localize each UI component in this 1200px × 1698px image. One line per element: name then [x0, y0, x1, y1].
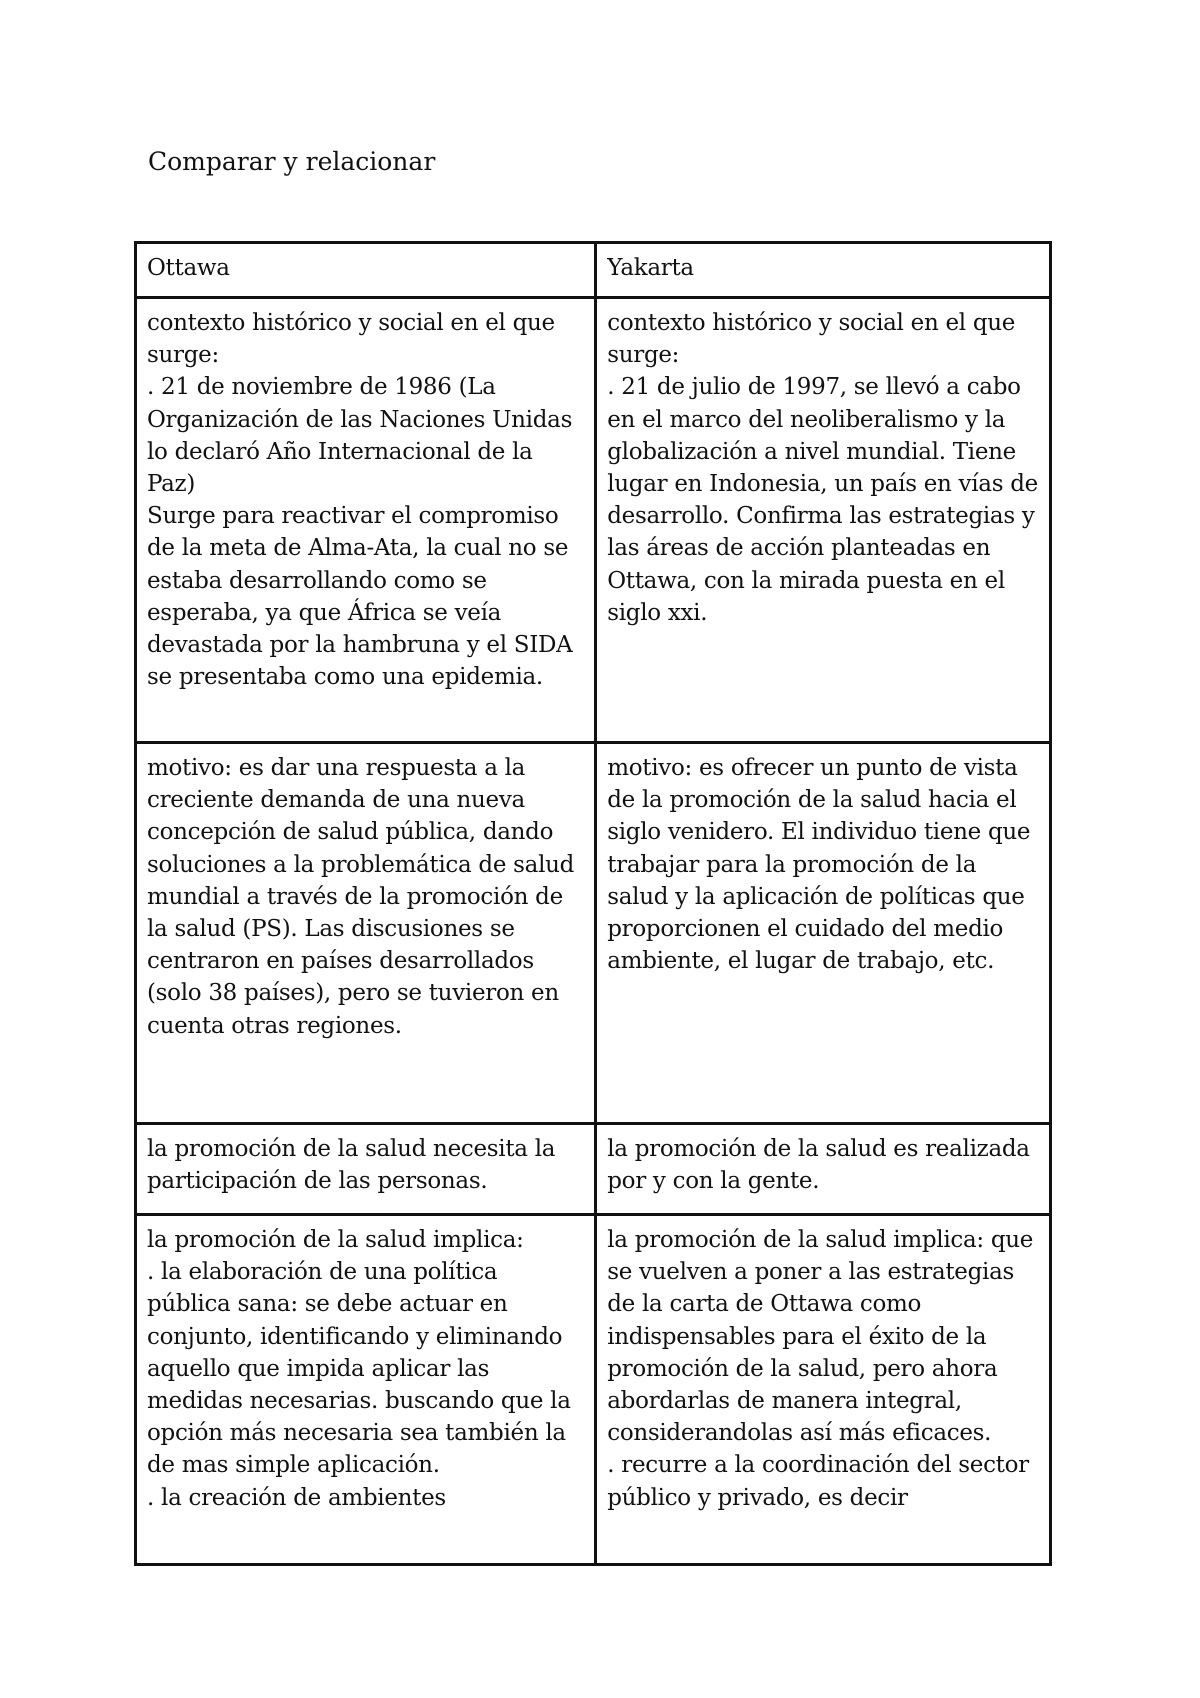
table-row-motivo — [136, 743, 1051, 1124]
cell-yakarta-contexto — [596, 298, 1051, 743]
table-row-contexto — [136, 298, 1051, 743]
header-yakarta-label: Yakarta — [607, 255, 694, 281]
cell-text: la promoción de la salud es realizada por y con la gente. — [607, 1136, 1030, 1195]
header-ottawa — [136, 243, 596, 298]
comparison-table — [134, 241, 1052, 1566]
cell-text: contexto histórico y social en el que surge: . 21 de julio de 1997, se llevó a cabo en el marco del neoliberalismo y la globalización a nivel mundial. Tiene lugar en Indonesia, un país en vías de desarrollo. Confirma las estrategias y las áreas de acción planteadas en Ottawa, con la mirada puesta en el siglo xxi. — [607, 310, 1038, 626]
table-row-implica — [136, 1215, 1051, 1565]
header-yakarta — [596, 243, 1051, 298]
cell-yakarta-participacion — [596, 1124, 1051, 1215]
cell-text: la promoción de la salud necesita la participación de las personas. — [147, 1136, 556, 1195]
cell-text: contexto histórico y social en el que surge: . 21 de noviembre de 1986 (La Organización de las Naciones Unidas lo declaró Año Internacional de la Paz) Surge para reactivar el compromiso de la meta de Alma-Ata, la cual no se estaba desarrollando como se esperaba, ya que África se veía devastada por la hambruna y el SIDA se presentaba como una epidemia. — [147, 310, 573, 691]
cell-yakarta-implica — [596, 1215, 1051, 1565]
cell-ottawa-implica — [136, 1215, 596, 1565]
document-title: Comparar y relacionar — [148, 147, 436, 176]
table-row-participacion — [136, 1124, 1051, 1215]
cell-text: motivo: es dar una respuesta a la creciente demanda de una nueva concepción de salud pública, dando soluciones a la problemática de salud mundial a través de la promoción de la salud (PS). Las discusiones se centraron en países desarrollados (solo 38 países), pero se tuvieron en cuenta otras regiones. — [147, 755, 575, 1039]
cell-ottawa-motivo — [136, 743, 596, 1124]
cell-text: la promoción de la salud implica: . la elaboración de una política pública sana: se debe actuar en conjunto, identificando y eliminando aquello que impida aplicar las medidas necesarias. buscando que la opción más necesaria sea también la de mas simple aplicación. . la creación de ambientes — [147, 1227, 571, 1511]
cell-ottawa-participacion — [136, 1124, 596, 1215]
table-header-row — [136, 243, 1051, 298]
cell-text: la promoción de la salud implica: que se vuelven a poner a las estrategias de la carta de Ottawa como indispensables para el éxito de la promoción de la salud, pero ahora abordarlas de manera integral, considerandolas así más eficaces. . recurre a la coordinación del sector público y privado, es decir — [607, 1227, 1034, 1511]
header-ottawa-label: Ottawa — [147, 255, 230, 281]
cell-yakarta-motivo — [596, 743, 1051, 1124]
cell-ottawa-contexto — [136, 298, 596, 743]
cell-text: motivo: es ofrecer un punto de vista de la promoción de la salud hacia el siglo venidero. El individuo tiene que trabajar para la promoción de la salud y la aplicación de políticas que proporcionen el cuidado del medio ambiente, el lugar de trabajo, etc. — [607, 755, 1031, 975]
